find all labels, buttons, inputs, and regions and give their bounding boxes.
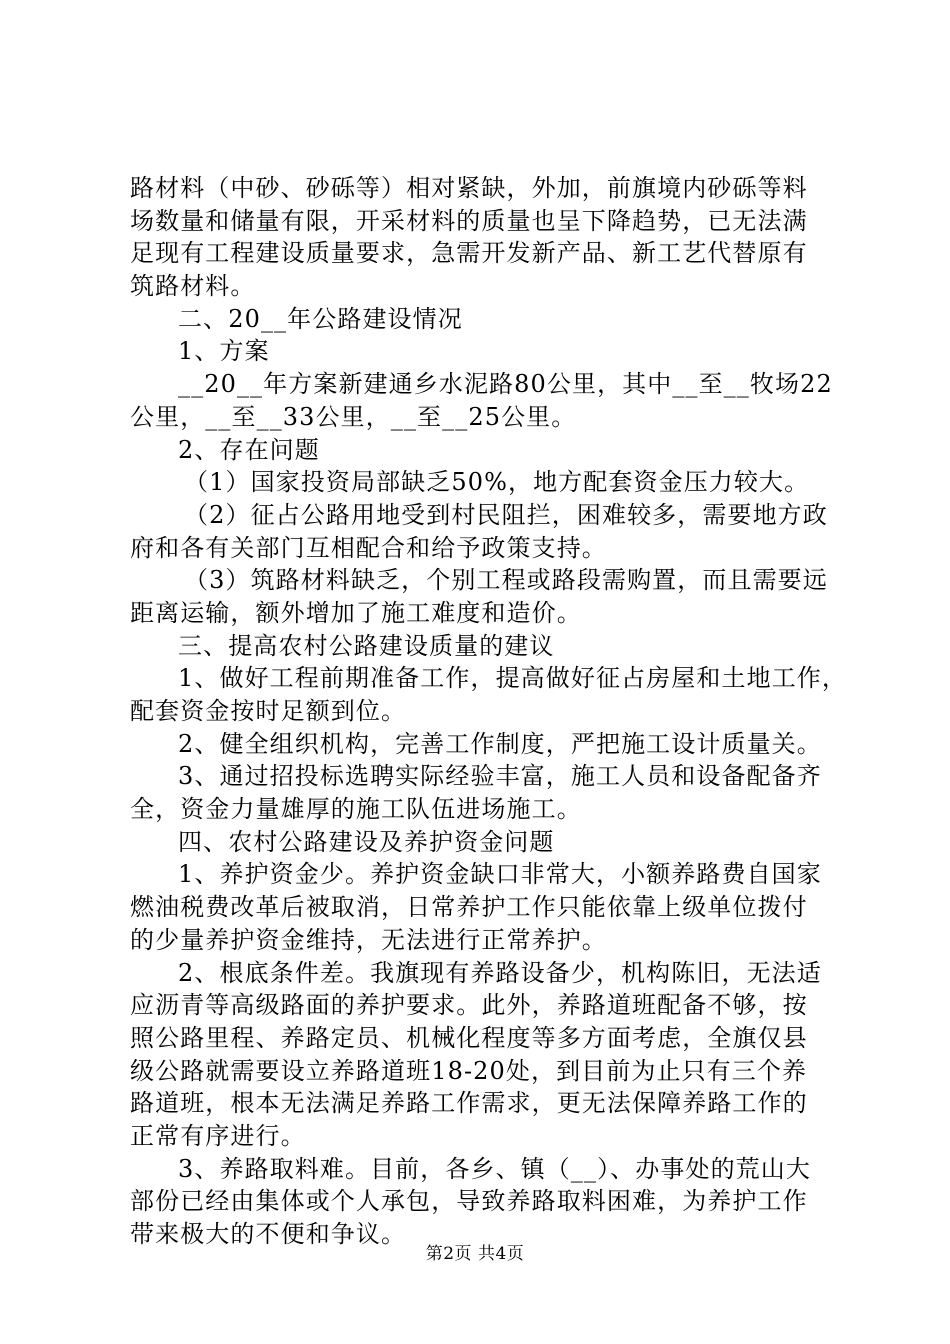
text-line: （3）筑路材料缺乏，个别工程或路段需购置，而且需要远 (184, 566, 828, 595)
text-line: 1、方案 (178, 337, 270, 366)
text-line: 1、做好工程前期准备工作，提高做好征占房屋和土地工作， (178, 664, 847, 693)
text-line: 场数量和储量有限，开采材料的质量也呈下降趋势，已无法满 (130, 206, 808, 235)
text-line: 三、提高农村公路建设质量的建议 (178, 631, 555, 660)
text-line: 筑路材料。 (130, 272, 256, 301)
text-line: 正常有序进行。 (130, 1121, 306, 1150)
text-line: 距离运输，额外增加了施工难度和造价。 (130, 598, 582, 627)
text-line: 路道班，根本无法满足养路工作需求，更无法保障养路工作的 (130, 1089, 808, 1118)
text-line: 3、养路取料难。目前，各乡、镇（__）、办事处的荒山大 (178, 1154, 811, 1183)
text-line: 部份已经由集体或个人承包，导致养路取料困难，为养护工作 (130, 1187, 808, 1216)
text-line: 2、根底条件差。我旗现有养路设备少，机构陈旧，无法适 (178, 958, 822, 987)
text-line: 1、养护资金少。养护资金缺口非常大，小额养路费自国家 (178, 860, 822, 889)
text-line: 二、20__年公路建设情况 (178, 304, 463, 333)
text-line: 全，资金力量雄厚的施工队伍进场施工。 (130, 795, 582, 824)
text-line: 路材料（中砂、砂砾等）相对紧缺，外加，前旗境内砂砾等料 (130, 174, 808, 202)
text-line: 2、健全组织机构，完善工作制度，严把施工设计质量关。 (178, 729, 822, 758)
text-line: 府和各有关部门互相配合和给予政策支持。 (130, 533, 607, 562)
text-line: 四、农村公路建设及养护资金问题 (178, 827, 555, 856)
text-line: __20__年方案新建通乡水泥路80公里，其中__至__牧场22 (178, 370, 833, 399)
text-line: （1）国家投资局部缺乏50%，地方配套资金压力较大。 (184, 468, 810, 497)
text-line: 公里，__至__33公里，__至__25公里。 (130, 402, 577, 431)
page-footer: 第2页 共4页 (425, 1244, 525, 1264)
text-line: 2、存在问题 (178, 435, 320, 464)
text-line: 配套资金按时足额到位。 (130, 697, 407, 725)
text-line: 应沥青等高级路面的养护要求。此外，养路道班配备不够，按 (130, 991, 808, 1020)
text-line: 级公路就需要设立养路道班18-20处，到目前为止只有三个养 (130, 1056, 808, 1085)
document-body (130, 172, 847, 1251)
text-line: 的少量养护资金维持，无法进行正常养护。 (130, 925, 607, 954)
text-line: 3、通过招投标选聘实际经验丰富，施工人员和设备配备齐 (178, 762, 822, 791)
text-line: 带来极大的不便和争议。 (130, 1220, 407, 1248)
text-line: （2）征占公路用地受到村民阻拦，困难较多，需要地方政 (184, 500, 828, 529)
text-line: 燃油税费改革后被取消，日常养护工作只能依靠上级单位拨付 (130, 893, 808, 922)
text-line: 足现有工程建设质量要求，急需开发新产品、新工艺代替原有 (130, 239, 808, 268)
text-line: 照公路里程、养路定员、机械化程度等多方面考虑，全旗仅县 (130, 1023, 808, 1052)
